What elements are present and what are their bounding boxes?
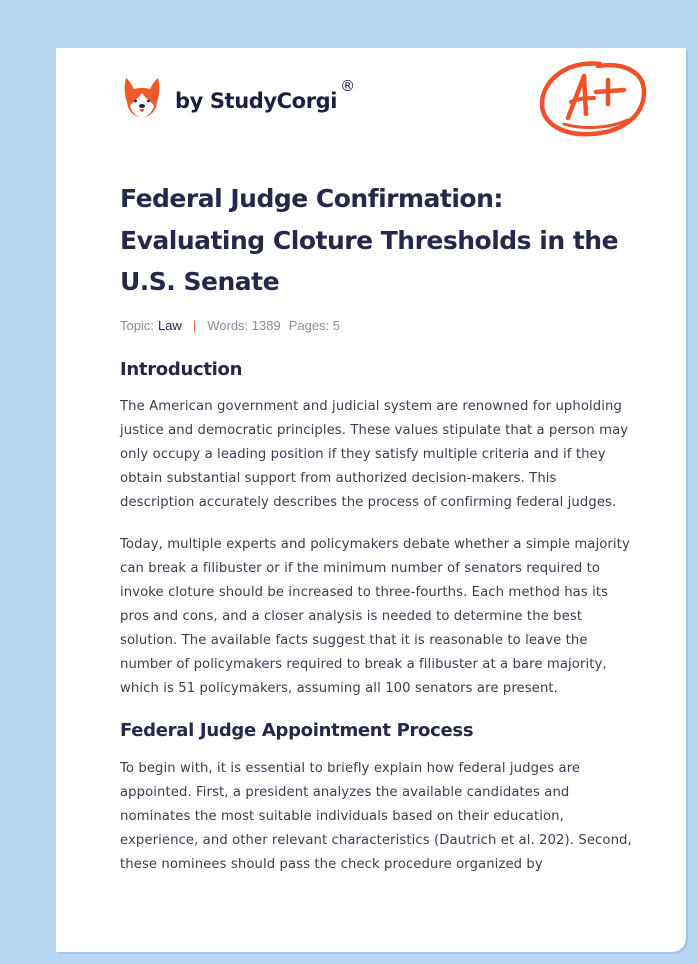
page-header	[56, 48, 686, 158]
paragraph: To begin with, it is essential to briefly explain how federal judges are appointed. First, a president analyzes the available candidates and nominates the most suitable individuals based on their education, experience, and other relevant characteristics (Dautrich et al. 202). Second, these nominees should pass the check procedure organized by	[120, 760, 632, 872]
registered-mark: ®	[340, 77, 356, 95]
paragraph: Today, multiple experts and policymakers debate whether a simple majority can break a filibuster or if the minimum number of senators required to invoke cloture should be increased to three-fourths. Each method has its pros and cons, and a closer analysis is needed to determine the best solution. The available facts suggest that it is reasonable to leave the number of policymakers required to break a filibuster at a bare majority, which is 51 policymakers, assuming all 100 senators are present.	[120, 536, 630, 696]
section-heading-appointment-process: Federal Judge Appointment Process	[120, 719, 474, 741]
word-count: Words: 1389	[207, 318, 281, 333]
meta-separator: |	[192, 318, 197, 333]
brand-logo[interactable]	[122, 76, 355, 120]
topic-link[interactable]: Law	[157, 318, 182, 333]
page-title: Federal Judge Confirmation: Evaluating Cloture Thresholds in the U.S. Senate	[120, 184, 619, 296]
document-meta	[120, 317, 634, 335]
page-count: Pages: 5	[288, 318, 341, 333]
section-heading-introduction: Introduction	[120, 358, 243, 380]
a-plus-grade-icon	[538, 58, 648, 140]
document-content	[120, 178, 634, 877]
brand-name: by StudyCorgi	[175, 89, 338, 113]
paragraph: The American government and judicial system are renowned for upholding justice and democratic principles. These values stipulate that a person may only occupy a leading position if they satisfy multiple criteria and if they obtain substantial support from authorized decision-makers. This description accurately describes the process of confirming federal judges.	[120, 398, 629, 510]
corgi-icon	[122, 76, 162, 120]
document-card	[56, 48, 686, 952]
topic-label: Topic:	[120, 318, 154, 333]
